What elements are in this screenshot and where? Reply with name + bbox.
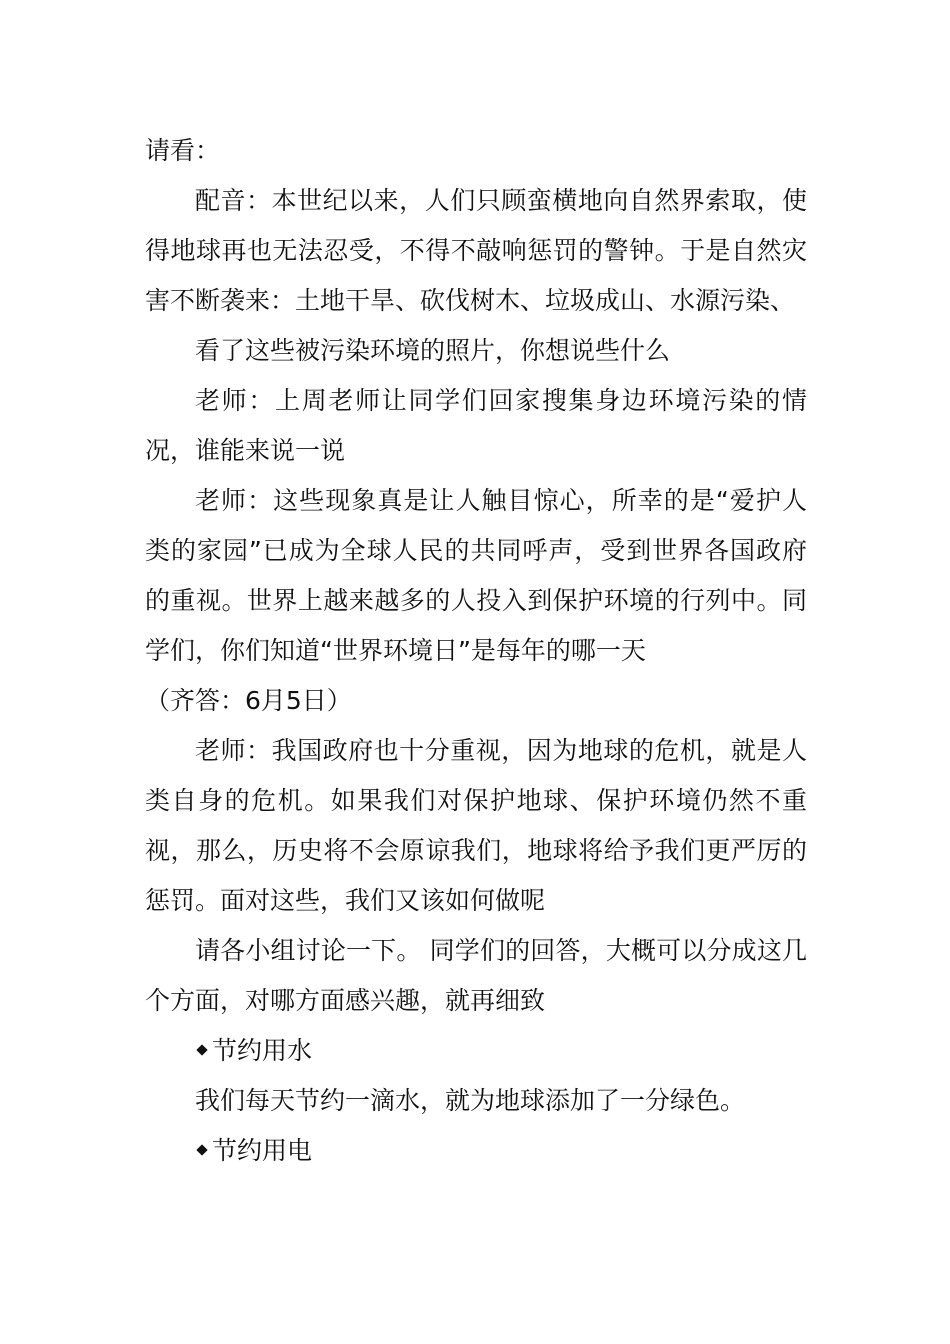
bullet-item-save-water xyxy=(145,1026,807,1076)
paragraph-intro: 请看： xyxy=(145,136,221,165)
paragraph-teacher-2: 老师：这些现象真是让人触目惊心，所幸的是“爱护人类的家园”已成为全球人民的共同呼声，受到世界各国政府的重视。世界上越来越多的人投入到保护环境的行列中。同学们，你们知道“世界环境日”是每年的哪一天 xyxy=(145,486,807,665)
paragraph-answer: （齐答：6月5日） xyxy=(145,686,352,715)
diamond-bullet-icon xyxy=(196,1044,207,1055)
paragraph-teacher-3: 老师：我国政府也十分重视，因为地球的危机，就是人类自身的危机。如果我们对保护地球、保护环境仍然不重视，那么，历史将不会原谅我们，地球将给予我们更严厉的惩罚。面对这些，我们又该如何做呢 xyxy=(145,736,807,915)
paragraph-photo-question: 看了这些被污染环境的照片，你想说些什么 xyxy=(195,336,671,365)
paragraph-teacher-1: 老师：上周老师让同学们回家搜集身边环境污染的情况，谁能来说一说 xyxy=(145,386,807,465)
paragraph-water-note: 我们每天节约一滴水，就为地球添加了一分绿色。 xyxy=(195,1086,746,1115)
bullet-label: 节约用水 xyxy=(212,1036,313,1065)
diamond-bullet-icon xyxy=(196,1144,207,1155)
bullet-label: 节约用电 xyxy=(212,1136,313,1165)
paragraph-discussion: 请各小组讨论一下。 同学们的回答，大概可以分成这几个方面，对哪方面感兴趣，就再细致 xyxy=(145,936,807,1015)
bullet-item-save-electricity xyxy=(145,1126,807,1176)
document-body xyxy=(145,126,807,1176)
paragraph-voiceover: 配音：本世纪以来，人们只顾蛮横地向自然界索取，使得地球再也无法忍受，不得不敲响惩罚的警钟。于是自然灾害不断袭来：土地干旱、砍伐树木、垃圾成山、水源污染、 xyxy=(145,186,807,315)
